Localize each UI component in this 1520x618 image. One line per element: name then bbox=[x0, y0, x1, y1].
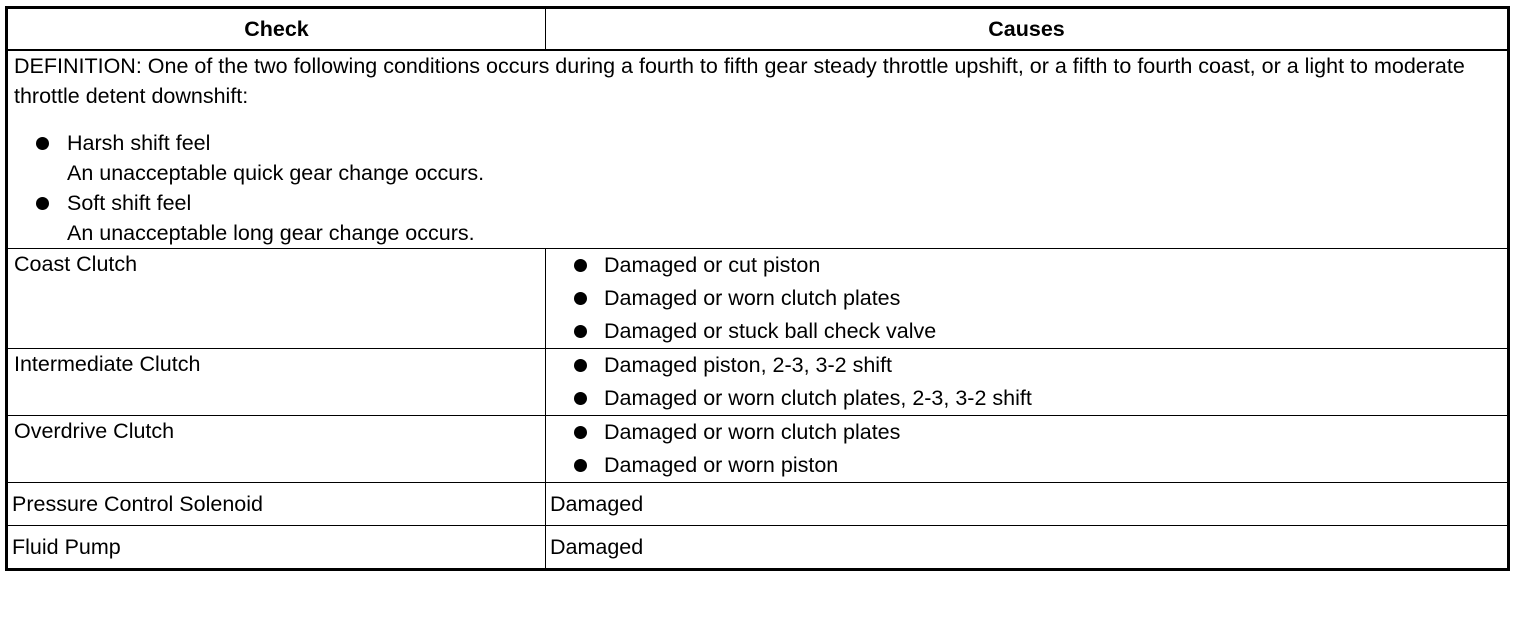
cause-item bbox=[552, 282, 1501, 315]
definition-text: DEFINITION: One of the two following conditions occurs during a fourth to fifth gear steady throttle upshift, or a fifth to fourth coast, or a light to moderate throttle detent downshift: bbox=[14, 54, 1465, 108]
cause-text: Damaged or worn clutch plates, 2-3, 3-2 shift bbox=[604, 386, 1032, 410]
causes-list bbox=[552, 349, 1501, 415]
bullet-icon bbox=[36, 137, 49, 150]
bullet-icon bbox=[574, 459, 587, 472]
causes-cell bbox=[546, 349, 1509, 416]
cause-item bbox=[552, 449, 1501, 482]
table-row bbox=[7, 526, 1509, 570]
table-row bbox=[7, 483, 1509, 526]
definition-item-title: Soft shift feel bbox=[67, 191, 192, 215]
causes-list bbox=[552, 416, 1501, 482]
cause-text: Damaged or worn clutch plates bbox=[604, 420, 901, 444]
diagnosis-table bbox=[5, 6, 1510, 571]
definition-item-detail: An unacceptable long gear change occurs. bbox=[67, 221, 475, 245]
definition-item-title: Harsh shift feel bbox=[67, 131, 211, 155]
cause-item bbox=[552, 315, 1501, 348]
check-cell: Coast Clutch bbox=[7, 249, 546, 349]
document-page bbox=[5, 6, 1507, 571]
cause-text: Damaged piston, 2-3, 3-2 shift bbox=[604, 353, 893, 377]
definition-item bbox=[14, 188, 1501, 248]
definition-item-detail: An unacceptable quick gear change occurs. bbox=[67, 161, 485, 185]
causes-cell bbox=[546, 249, 1509, 349]
cause-item bbox=[552, 349, 1501, 382]
table-row bbox=[7, 249, 1509, 349]
causes-column-header: Causes bbox=[546, 8, 1509, 51]
check-cell: Intermediate Clutch bbox=[7, 349, 546, 416]
definition-row bbox=[7, 50, 1509, 249]
definition-list bbox=[14, 128, 1501, 248]
bullet-icon bbox=[574, 325, 587, 338]
header-row bbox=[7, 8, 1509, 51]
bullet-icon bbox=[574, 392, 587, 405]
causes-cell: Damaged bbox=[546, 483, 1509, 526]
cause-text: Damaged or stuck ball check valve bbox=[604, 319, 937, 343]
bullet-icon bbox=[574, 259, 587, 272]
cause-text: Damaged or worn clutch plates bbox=[604, 286, 901, 310]
check-column-header: Check bbox=[7, 8, 546, 51]
cause-text: Damaged or worn piston bbox=[604, 453, 839, 477]
causes-cell: Damaged bbox=[546, 526, 1509, 570]
bullet-icon bbox=[574, 426, 587, 439]
check-cell: Overdrive Clutch bbox=[7, 416, 546, 483]
check-cell: Pressure Control Solenoid bbox=[7, 483, 546, 526]
cause-text: Damaged or cut piston bbox=[604, 253, 821, 277]
causes-cell bbox=[546, 416, 1509, 483]
bullet-icon bbox=[574, 359, 587, 372]
table-row bbox=[7, 349, 1509, 416]
bullet-icon bbox=[574, 292, 587, 305]
cause-item bbox=[552, 249, 1501, 282]
check-cell: Fluid Pump bbox=[7, 526, 546, 570]
definition-item bbox=[14, 128, 1501, 188]
cause-item bbox=[552, 382, 1501, 415]
table-row bbox=[7, 416, 1509, 483]
causes-list bbox=[552, 249, 1501, 348]
bullet-icon bbox=[36, 197, 49, 210]
cause-item bbox=[552, 416, 1501, 449]
definition-cell bbox=[7, 50, 1509, 249]
